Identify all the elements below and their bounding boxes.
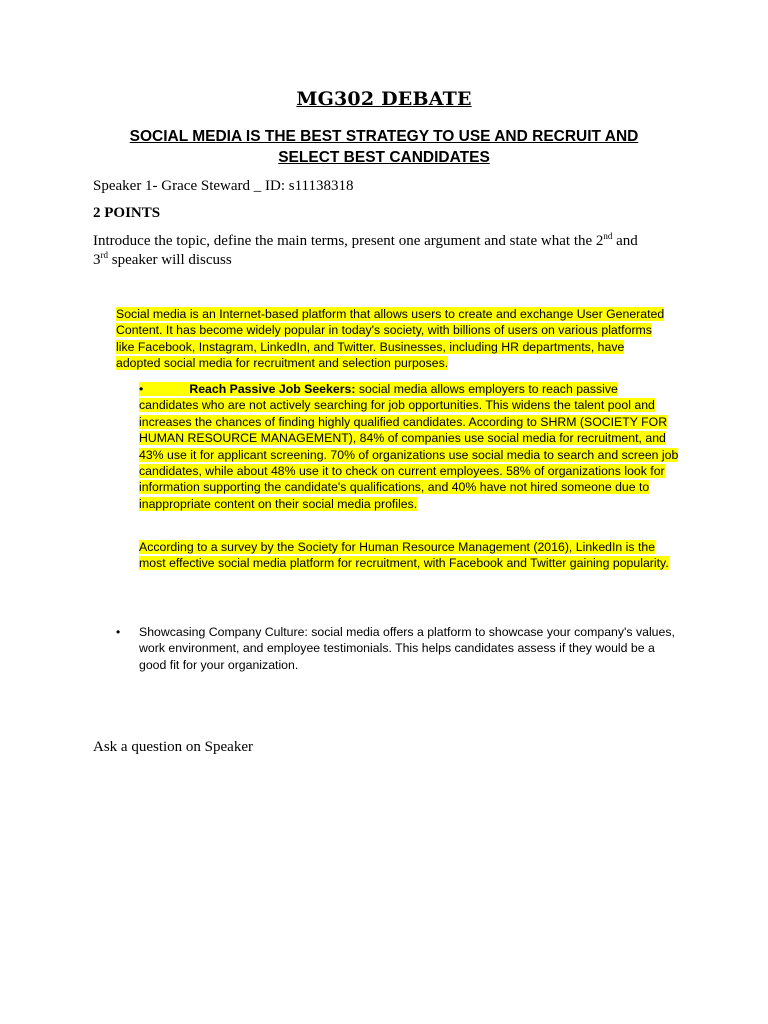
bullet-company-culture: [116, 624, 676, 684]
debate-motion-heading: SOCIAL MEDIA IS THE BEST STRATEGY TO USE AND RECRUIT AND SELECT BEST CANDIDATES: [129, 128, 639, 166]
intro-text-b: and: [612, 233, 638, 249]
bullet-body-passive: social media allows employers to reach passive candidates who are not actively searching for job opportunities. This widens the talent pool and increases the chances of finding highly qualified candidates. According to SHRM (SOCIETY FOR HUMAN RESOURCE MANAGEMENT), 84% of companies use social media for recruitment, and 43% use it for applicant screening. 70% of organizations use social media to search and screen job candidates, while about 48% use it to check on current employees. 58% of organizations look for information supporting the candidate's qualifications, and 40% have not hired someone due to inappropriate content on their social media profiles.: [139, 382, 679, 511]
ask-question-line: Ask a question on Speaker: [93, 739, 253, 755]
definition-paragraph: [116, 306, 666, 372]
intro-text-c: speaker will discuss: [108, 252, 232, 268]
bullet-dot-2: •: [116, 625, 121, 639]
speaker-line: Speaker 1- Grace Steward _ ID: s11138318: [93, 178, 354, 194]
intro-text-a: Introduce the topic, define the main terms, present one argument and state what the 2: [93, 233, 604, 249]
intro-num-3: 3: [93, 252, 101, 268]
points-heading: 2 POINTS: [93, 205, 161, 221]
bullet-passive-job-seekers-text: [139, 381, 679, 512]
bullet-passive-job-seekers: [116, 381, 679, 531]
intro-sup-nd: nd: [603, 231, 613, 241]
bullet-company-culture-text: Showcasing Company Culture: social media offers a platform to showcase your company's values, work environment, and employee testimonials. This helps candidates assess if they would be a good fit for your organization.: [139, 625, 675, 672]
intro-sup-rd: rd: [100, 250, 108, 260]
document-title: MG302 DEBATE: [296, 88, 472, 110]
linkedin-survey-text: According to a survey by the Society for Human Resource Management (2016), LinkedIn is the most effective social media platform for recruitment, with Facebook and Twitter gaining popularity.: [139, 540, 669, 571]
bullet-dot-1: [139, 382, 189, 396]
intro-instructions: [93, 232, 673, 270]
definition-text: Social media is an Internet-based platform that allows users to create and exchange User Generated Content. It has become widely popular in today's society, with billions of users on various platforms like Facebook, Instagram, LinkedIn, and Twitter. Businesses, including HR departments, have adopted social media for recruitment and selection purposes.: [116, 307, 665, 371]
linkedin-survey-paragraph: [139, 539, 679, 572]
bullet-label-passive: Reach Passive Job Seekers:: [189, 382, 356, 396]
bullet-glyph-1: •: [139, 382, 144, 396]
